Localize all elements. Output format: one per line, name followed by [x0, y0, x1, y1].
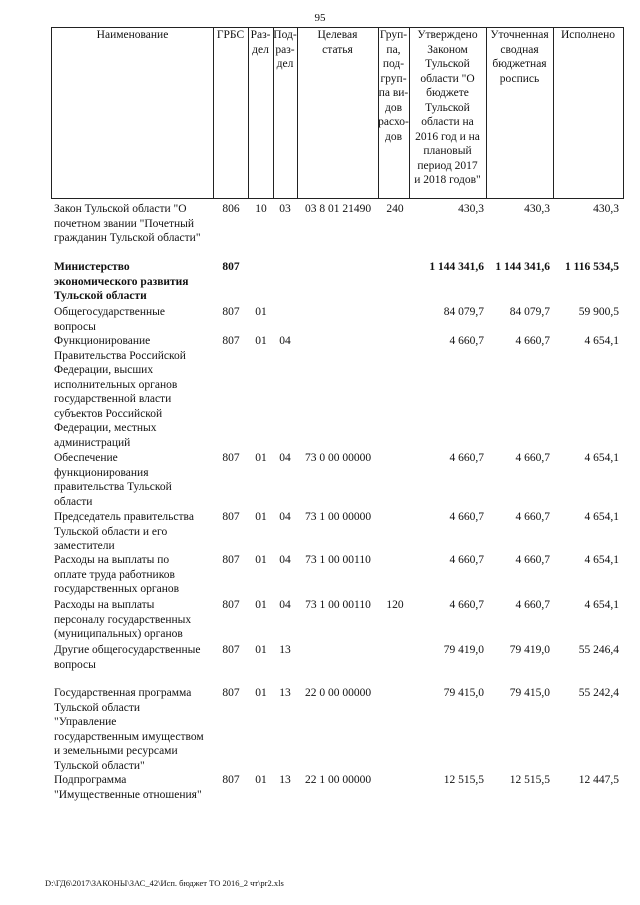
- row-name: Председатель правительства Тульской области и его заместители: [54, 511, 194, 552]
- row-razdel: 01: [255, 511, 267, 523]
- row-celevaya-statya: 73 1 00 00000: [304, 511, 372, 523]
- row-refined: 4 660,7: [515, 452, 550, 464]
- row-refined: 430,3: [524, 203, 550, 215]
- row-name: Обеспечение функционирования правительства Тульской области: [54, 452, 172, 508]
- row-vid-rashodov: 240: [386, 203, 404, 215]
- row-podrazdel: 04: [279, 335, 291, 347]
- row-celevaya-statya: 22 0 00 00000: [304, 687, 372, 699]
- row-name: Подпрограмма "Имущественные отношения": [54, 774, 202, 801]
- row-name: Расходы на выплаты персоналу государственных (муниципальных) органов: [54, 599, 192, 640]
- row-celevaya-statya: 03 8 01 21490: [304, 203, 372, 215]
- row-razdel: 01: [255, 335, 267, 347]
- row-celevaya-statya: 73 0 00 00000: [304, 452, 372, 464]
- page-number: 95: [314, 12, 326, 24]
- header-vid-rashodov: Груп- па, под- груп- па ви- дов расхо- дов: [378, 29, 409, 143]
- header-podrazdel: Под- раз- дел: [273, 29, 297, 70]
- row-refined: 4 660,7: [515, 554, 550, 566]
- row-grbs: 807: [222, 687, 240, 699]
- row-executed: 4 654,1: [584, 511, 619, 523]
- row-celevaya-statya: 73 1 00 00110: [305, 599, 371, 611]
- row-executed: 55 246,4: [578, 644, 619, 656]
- row-executed: 1 116 534,5: [565, 261, 619, 273]
- row-celevaya-statya: 22 1 00 00000: [304, 774, 372, 786]
- column-divider: [553, 27, 554, 198]
- row-razdel: 10: [255, 203, 267, 215]
- row-refined: 12 515,5: [509, 774, 550, 786]
- row-vid-rashodov: 120: [386, 599, 404, 611]
- row-approved: 4 660,7: [449, 335, 484, 347]
- row-name: Министерство экономического развития Тульской области: [54, 261, 189, 302]
- row-grbs: 807: [222, 599, 240, 611]
- column-divider: [213, 27, 214, 198]
- row-podrazdel: 13: [279, 644, 291, 656]
- row-razdel: 01: [255, 644, 267, 656]
- row-executed: 4 654,1: [584, 554, 619, 566]
- row-celevaya-statya: 73 1 00 00110: [305, 554, 371, 566]
- row-razdel: 01: [255, 452, 267, 464]
- row-name: Функционирование Правительства Российской Федерации, высших исполнительных органов государственной власти субъектов Российской Федерации, местных администраций: [54, 335, 186, 449]
- row-refined: 84 079,7: [509, 306, 550, 318]
- header-refined: Уточненная сводная бюджетная роспись: [490, 29, 549, 85]
- row-podrazdel: 13: [279, 774, 291, 786]
- row-grbs: 807: [222, 306, 240, 318]
- row-executed: 4 654,1: [584, 335, 619, 347]
- row-podrazdel: 13: [279, 687, 291, 699]
- table-border-left: [51, 27, 52, 198]
- row-razdel: 01: [255, 306, 267, 318]
- row-grbs: 807: [222, 774, 240, 786]
- row-grbs: 807: [222, 644, 240, 656]
- row-name: Закон Тульской области "О почетном звании "Почетный гражданин Тульской области": [54, 203, 201, 244]
- row-executed: 430,3: [593, 203, 619, 215]
- row-executed: 4 654,1: [584, 599, 619, 611]
- header-executed: Исполнено: [560, 29, 616, 41]
- row-name: Расходы на выплаты по оплате труда работников государственных органов: [54, 554, 180, 595]
- row-grbs: 807: [222, 261, 240, 273]
- row-grbs: 806: [222, 203, 240, 215]
- row-refined: 79 419,0: [509, 644, 550, 656]
- header-razdel: Раз- дел: [250, 29, 271, 56]
- row-refined: 4 660,7: [515, 335, 550, 347]
- header-approved: Утверждено Законом Тульской области "О бюджете Тульской области на 2016 год и на плановый период 2017 и 2018 годов": [414, 29, 481, 186]
- row-executed: 4 654,1: [584, 452, 619, 464]
- header-name: Наименование: [96, 29, 169, 41]
- row-name: Государственная программа Тульской области "Управление государственным имуществом и земельными ресурсами Тульской области": [54, 687, 204, 772]
- header-grbs: ГРБС: [216, 29, 245, 41]
- row-approved: 12 515,5: [443, 774, 484, 786]
- row-name: Другие общегосударственные вопросы: [54, 644, 201, 671]
- row-podrazdel: 04: [279, 599, 291, 611]
- row-razdel: 01: [255, 554, 267, 566]
- row-podrazdel: 04: [279, 511, 291, 523]
- row-approved: 4 660,7: [449, 554, 484, 566]
- row-grbs: 807: [222, 554, 240, 566]
- row-refined: 4 660,7: [515, 511, 550, 523]
- row-podrazdel: 03: [279, 203, 291, 215]
- row-refined: 1 144 341,6: [495, 261, 550, 273]
- row-podrazdel: 04: [279, 452, 291, 464]
- row-executed: 55 242,4: [578, 687, 619, 699]
- row-grbs: 807: [222, 452, 240, 464]
- header-bottom-border: [51, 198, 624, 199]
- row-podrazdel: 04: [279, 554, 291, 566]
- row-approved: 79 415,0: [443, 687, 484, 699]
- row-executed: 12 447,5: [578, 774, 619, 786]
- row-approved: 1 144 341,6: [429, 261, 484, 273]
- table-border-right: [623, 27, 624, 198]
- row-approved: 84 079,7: [443, 306, 484, 318]
- row-approved: 430,3: [458, 203, 484, 215]
- row-refined: 79 415,0: [509, 687, 550, 699]
- row-razdel: 01: [255, 599, 267, 611]
- header-celevaya-statya: Целевая статья: [317, 29, 358, 56]
- row-grbs: 807: [222, 335, 240, 347]
- footer-file-path: D:\ГД6\2017\ЗАКОНЫ\ЗАС_42\Исп. бюджет ТО 2016_2 чт\pr2.xls: [45, 878, 284, 888]
- row-approved: 79 419,0: [443, 644, 484, 656]
- row-refined: 4 660,7: [515, 599, 550, 611]
- row-razdel: 01: [255, 774, 267, 786]
- row-razdel: 01: [255, 687, 267, 699]
- row-approved: 4 660,7: [449, 511, 484, 523]
- row-name: Общегосударственные вопросы: [54, 306, 166, 333]
- row-approved: 4 660,7: [449, 452, 484, 464]
- row-executed: 59 900,5: [578, 306, 619, 318]
- row-approved: 4 660,7: [449, 599, 484, 611]
- row-grbs: 807: [222, 511, 240, 523]
